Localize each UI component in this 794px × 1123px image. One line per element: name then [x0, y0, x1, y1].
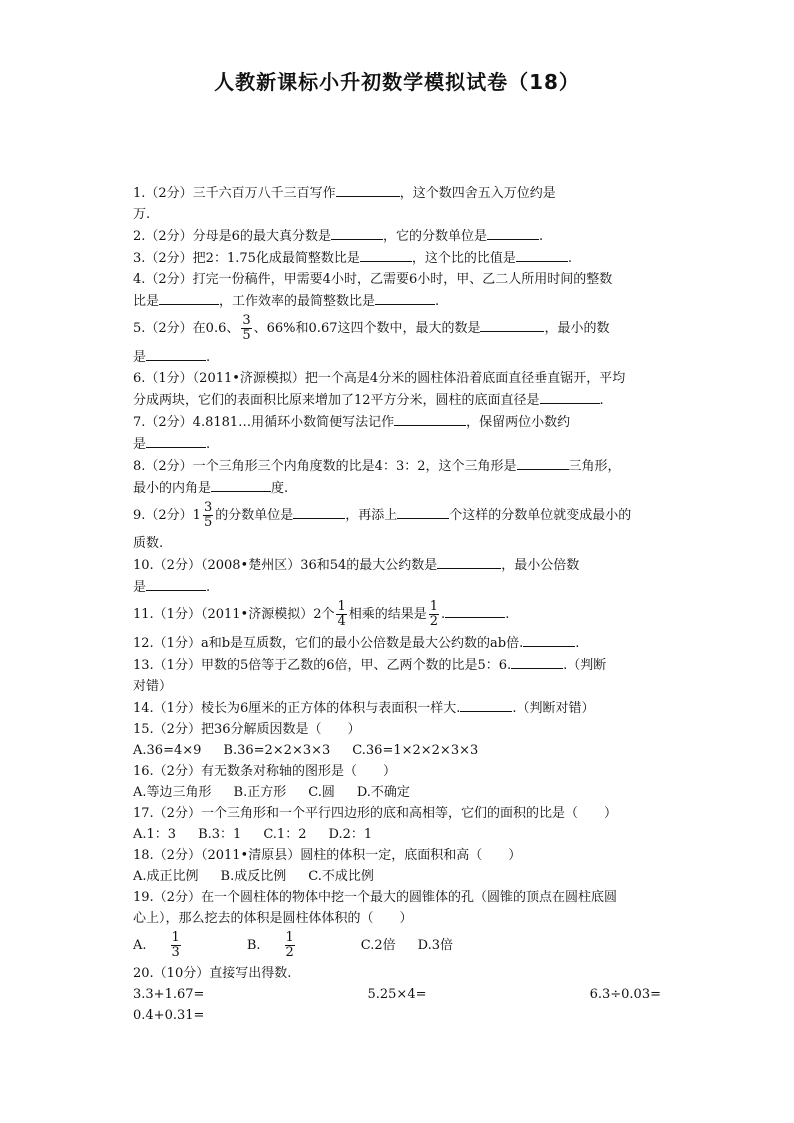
option-d[interactable]: D.2：1 — [328, 827, 373, 842]
answer-blank[interactable] — [146, 576, 206, 591]
question-18: 18.（2分）（2011•清原县）圆柱的体积一定，底面积和高（ ） — [133, 848, 522, 863]
answer-blank[interactable] — [445, 603, 505, 618]
question-13-cont: 对错） — [133, 679, 173, 694]
fraction: $\frac{3}{5}$ — [203, 500, 213, 530]
fraction: $\frac{1}{2}$ — [285, 930, 294, 960]
calc-item: 6.3÷0.03= — [589, 987, 661, 1002]
answer-blank[interactable] — [146, 346, 206, 361]
option-b[interactable]: B. $\frac{1}{2}$ — [247, 938, 339, 953]
answer-blank[interactable] — [159, 290, 219, 305]
option-b[interactable]: B.3：1 — [198, 827, 242, 842]
question-4-cont: 比是 ，工作效率的最简整数比是 . — [133, 290, 661, 312]
question-15-options — [133, 740, 661, 761]
answer-blank[interactable] — [331, 225, 383, 240]
option-d[interactable]: D.3倍 — [417, 938, 454, 953]
calc-item: 3.3+1.67= — [133, 987, 205, 1002]
question-16: 16.（2分）有无数条对称轴的图形是（ ） — [133, 764, 396, 779]
fraction: $\frac{1}{3}$ — [171, 930, 180, 960]
question-9: 9.（2分）1 $\frac{3}{5}$ 的分数单位是 ，再添上 个这样的分数单位就变成最小的 — [133, 500, 632, 530]
option-c[interactable]: C.2倍 — [360, 938, 396, 953]
question-17-options — [133, 824, 661, 845]
question-19: 19.（2分）在一个圆柱体的物体中挖一个最大的圆锥体的孔（圆锥的顶点在圆柱底圆 — [133, 890, 617, 905]
question-5-cont: 是 . — [133, 346, 661, 368]
question-1: 1.（2分）三千六百万八千三百写作 ，这个数四舍五入万位约是 — [133, 182, 661, 204]
question-20: 20.（10分）直接写出得数. — [133, 966, 292, 981]
option-a[interactable]: A.等边三角形 — [133, 785, 212, 800]
option-a[interactable]: A.成正比例 — [133, 869, 199, 884]
option-a[interactable]: A.36=4×9 — [133, 743, 202, 758]
question-17: 17.（2分）一个三角形和一个平行四边形的底和高相等，它们的面积的比是（ ） — [133, 806, 617, 821]
answer-blank[interactable] — [460, 697, 512, 712]
question-18-options — [133, 866, 661, 887]
question-1-cont: 万. — [133, 207, 151, 222]
answer-blank[interactable] — [523, 632, 575, 647]
calc-item: 5.25×4= — [367, 987, 427, 1002]
question-10-cont: 是 . — [133, 576, 661, 598]
answer-blank[interactable] — [375, 290, 435, 305]
answer-blank[interactable] — [211, 477, 271, 492]
question-6-cont: 分成两块，它们的表面积比原来增加了12平方分米，圆柱的底面直径是 . — [133, 389, 661, 411]
question-13: 13.（1分）甲数的5倍等于乙数的6倍，甲、乙两个数的比是5：6. .（判断 — [133, 654, 661, 676]
question-19-options — [133, 929, 661, 963]
question-7-cont: 是 . — [133, 433, 661, 455]
question-10: 10.（2分）（2008•楚州区）36和54的最大公约数是 ，最小公倍数 — [133, 554, 661, 576]
question-11: 11.（1分）（2011•济源模拟）2个 $\frac{1}{4}$ 相乘的结果是 $\frac{1}{2}$ . . — [133, 599, 510, 629]
question-9-cont: 质数. — [133, 536, 164, 551]
question-4: 4.（2分）打完一份稿件，甲需要4小时，乙需要6小时，甲、乙二人所用时间的整数 — [133, 272, 613, 287]
page-title: 人教新课标小升初数学模拟试卷（18） — [214, 70, 580, 94]
option-b[interactable]: B.36=2×2×3×3 — [223, 743, 331, 758]
answer-blank[interactable] — [336, 182, 400, 197]
answer-blank[interactable] — [511, 654, 563, 669]
fraction: $\frac{3}{5}$ — [242, 313, 251, 343]
answer-blank[interactable] — [394, 411, 466, 426]
question-list — [133, 182, 661, 1026]
question-8: 8.（2分）一个三角形三个内角度数的比是4：3：2，这个三角形是 三角形， — [133, 455, 661, 477]
answer-blank[interactable] — [293, 504, 345, 519]
option-b[interactable]: B.成反比例 — [220, 869, 287, 884]
option-c[interactable]: C.不成比例 — [308, 869, 374, 884]
fraction: $\frac{1}{2}$ — [429, 599, 439, 629]
answer-blank[interactable] — [480, 317, 544, 332]
calc-item: 0.4+0.31= — [133, 1008, 205, 1023]
option-a[interactable]: A.1：3 — [133, 827, 177, 842]
option-a[interactable]: A. $\frac{1}{3}$ — [133, 938, 225, 953]
question-7: 7.（2分）4.8181…用循环小数简便写法记作 ，保留两位小数约 — [133, 411, 661, 433]
question-12: 12.（1分）a和b是互质数，它们的最小公倍数是最大公约数的ab倍. . — [133, 632, 661, 654]
question-14: 14.（1分）棱长为6厘米的正方体的体积与表面积一样大. .（判断对错） — [133, 697, 661, 719]
answer-blank[interactable] — [397, 504, 449, 519]
question-19-cont: 心上），那么挖去的体积是圆柱体体积的（ ） — [133, 911, 413, 926]
option-b[interactable]: B.正方形 — [233, 785, 287, 800]
question-3: 3.（2分）把2：1.75化成最简整数比是 ，这个比的比值是 . — [133, 247, 661, 269]
question-6: 6.（1分）（2011•济源模拟）把一个高是4分米的圆柱体沿着底面直径垂直锯开，平均 — [133, 371, 626, 386]
question-2: 2.（2分）分母是6的最大真分数是 ，它的分数单位是 . — [133, 225, 661, 247]
question-8-cont: 最小的内角是 度. — [133, 477, 661, 499]
answer-blank[interactable] — [487, 225, 539, 240]
option-c[interactable]: C.1：2 — [263, 827, 307, 842]
answer-blank[interactable] — [516, 247, 568, 262]
option-c[interactable]: C.36=1×2×2×3×3 — [352, 743, 479, 758]
question-15: 15.（2分）把36分解质因数是（ ） — [133, 722, 361, 737]
answer-blank[interactable] — [360, 247, 412, 262]
option-d[interactable]: D.不确定 — [356, 785, 410, 800]
answer-blank[interactable] — [517, 455, 569, 470]
question-16-options — [133, 782, 661, 803]
calc-row — [133, 984, 661, 1005]
question-5: 5.（2分）在0.6、 $\frac{3}{5}$ 、66%和0.67这四个数中，最大的数是 ，最小的数 — [133, 313, 610, 343]
answer-blank[interactable] — [540, 389, 600, 404]
option-c[interactable]: C.圆 — [308, 785, 335, 800]
answer-blank[interactable] — [437, 554, 501, 569]
fraction: $\frac{1}{4}$ — [337, 599, 346, 629]
answer-blank[interactable] — [146, 433, 206, 448]
